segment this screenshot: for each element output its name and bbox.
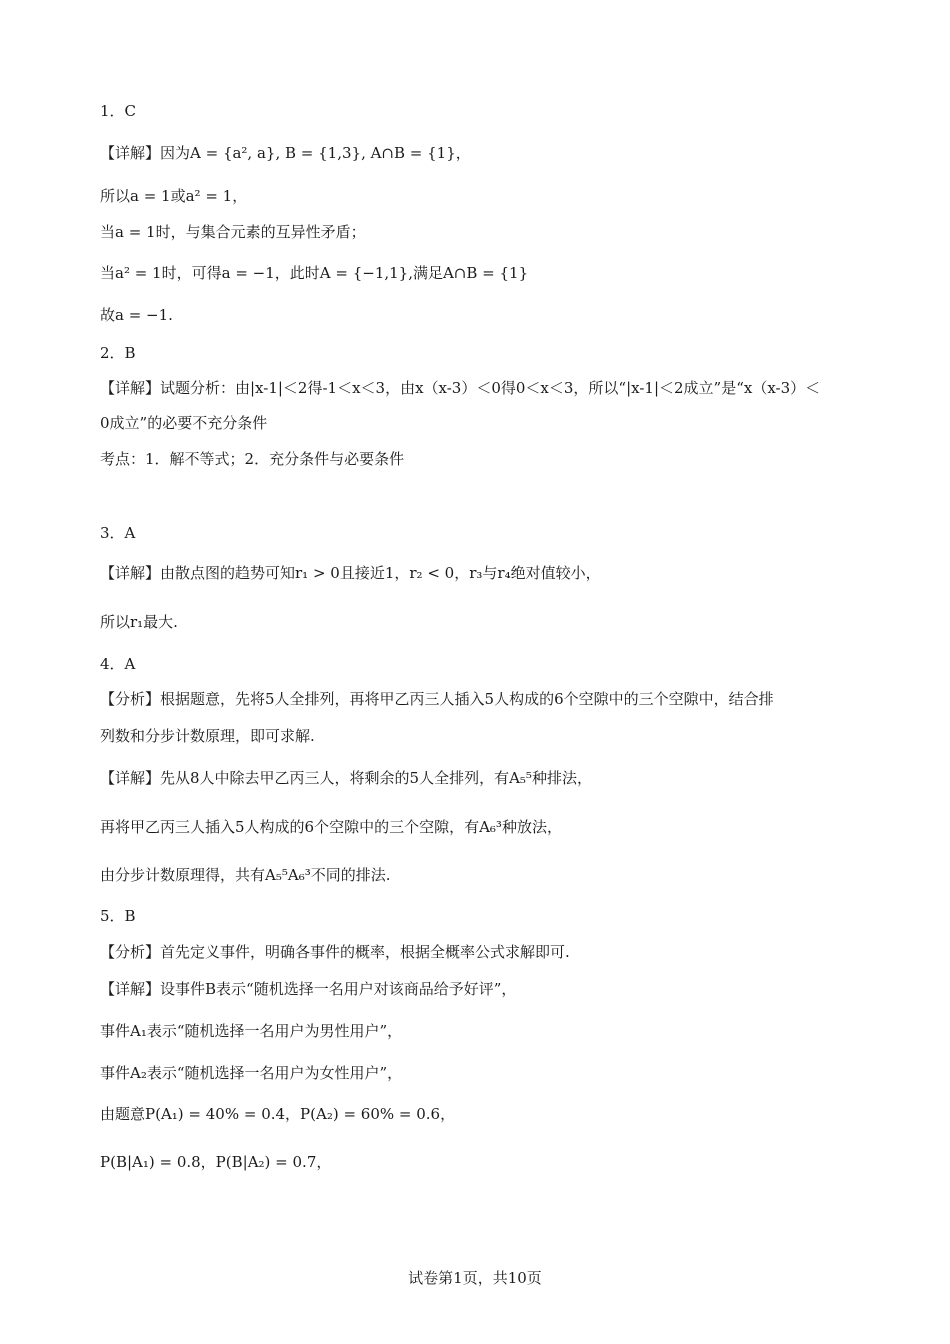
answer-2-heading: 2．B (100, 344, 136, 362)
answer-5-analysis: 【分析】首先定义事件，明确各事件的概率，根据全概率公式求解即可. (100, 943, 570, 961)
page-footer: 试卷第1页，共10页 (408, 1269, 542, 1287)
answer-2-detail: 【详解】试题分析：由|x-1|＜2得-1＜x＜3，由x（x-3）＜0得0＜x＜3，所以“|x-1|＜2成立”是“x（x-3）＜ (100, 379, 821, 397)
answer-5-conditional-probabilities: P(B|A₁) = 0.8，P(B|A₂) = 0.7， (100, 1153, 332, 1171)
answer-1-heading: 1．C (100, 102, 137, 120)
answer-5-detail: 【详解】设事件B表示“随机选择一名用户对该商品给予好评”， (100, 980, 517, 998)
answer-1-conclusion: 故a = −1. (100, 306, 173, 324)
answer-1-line-4: 当a² = 1时，可得a = −1，此时A = {−1,1},满足A∩B = {1} (100, 264, 529, 282)
answer-3-heading: 3．A (100, 524, 136, 542)
answer-3-conclusion: 所以r₁最大. (100, 613, 178, 631)
answer-5-event-a2: 事件A₂表示“随机选择一名用户为女性用户”， (100, 1064, 403, 1082)
answer-5-heading: 5．B (100, 907, 136, 925)
answer-5-prior-probabilities: 由题意P(A₁) = 40% = 0.4，P(A₂) = 60% = 0.6， (100, 1105, 456, 1123)
answer-4-conclusion: 由分步计数原理得，共有A₅⁵A₆³不同的排法. (100, 866, 391, 884)
answer-4-line-2: 再将甲乙丙三人插入5人构成的6个空隙中的三个空隙，有A₆³种放法， (100, 818, 562, 836)
answer-4-detail: 【详解】先从8人中除去甲乙丙三人，将剩余的5人全排列，有A₅⁵种排法， (100, 769, 592, 787)
answer-1-line-2: 所以a = 1或a² = 1， (100, 187, 248, 205)
answer-4-heading: 4．A (100, 655, 136, 673)
answer-4-analysis-cont: 列数和分步计数原理，即可求解. (100, 727, 315, 745)
answer-3-detail: 【详解】由散点图的趋势可知r₁ > 0且接近1，r₂ < 0，r₃与r₄绝对值较小， (100, 564, 601, 582)
answer-1-line-3: 当a = 1时，与集合元素的互异性矛盾； (100, 223, 366, 241)
answer-4-analysis: 【分析】根据题意，先将5人全排列，再将甲乙丙三人插入5人构成的6个空隙中的三个空隙中，结合排 (100, 690, 774, 708)
answer-5-event-a1: 事件A₁表示“随机选择一名用户为男性用户”， (100, 1022, 403, 1040)
answer-2-keypoints: 考点：1．解不等式；2．充分条件与必要条件 (100, 450, 405, 468)
answer-2-detail-cont: 0成立”的必要不充分条件 (100, 414, 268, 432)
answer-1-detail: 【详解】因为A = {a², a}, B = {1,3}, A∩B = {1}， (100, 144, 471, 162)
